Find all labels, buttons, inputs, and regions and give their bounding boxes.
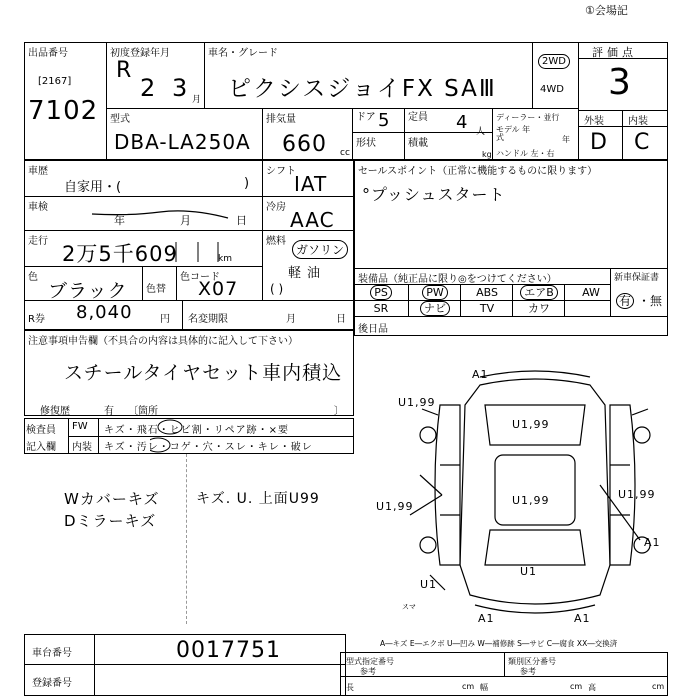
displacement-unit: cc	[340, 148, 350, 158]
shift-label: シフト	[266, 166, 296, 177]
model-year-label: モデル 年式	[496, 125, 531, 142]
shift-value: IAT	[294, 172, 328, 196]
capacity-value: 4	[456, 112, 469, 133]
checks-label-1: 検査員	[26, 425, 56, 436]
inspection-day: 日	[236, 214, 247, 227]
checks-label-2: 記入欄	[26, 442, 56, 453]
aircon-value: AAC	[290, 208, 335, 232]
mark-hood: U1,99	[512, 418, 550, 431]
registration-month-unit: 月	[192, 95, 202, 105]
displacement-label: 排気量	[266, 114, 296, 125]
mileage-unit: km	[218, 254, 232, 264]
capacity-unit: 人	[476, 127, 486, 137]
name-change-day: 日	[336, 314, 346, 325]
registration-year: 2	[140, 74, 157, 102]
check-circles	[150, 418, 190, 454]
lot-sub-code: [2167]	[38, 76, 72, 87]
plate-label: 登録番号	[32, 678, 72, 689]
recycle-value: 8,040	[76, 302, 133, 323]
name-change-month: 月	[286, 314, 296, 325]
mark-left-side: U1,99	[376, 500, 414, 513]
repair-close: 〕	[334, 406, 344, 417]
mark-right-rear: A1	[644, 536, 661, 549]
drive-2wd: 2WD	[538, 56, 570, 67]
footer-type-label: 型式指定番号	[346, 657, 394, 666]
notes-value: スチールタイヤセット車内積込	[64, 362, 343, 384]
capacity-label: 定員	[408, 112, 428, 123]
color-code-label: 色コード	[180, 272, 220, 283]
mark-rear-bumper: U1	[420, 578, 438, 591]
car-name-label: 車名・グレード	[208, 48, 278, 59]
lot-number: 7102	[28, 96, 99, 126]
fuel-other: 軽油	[288, 266, 327, 281]
note-w-cover: Wカバーキズ	[64, 490, 160, 508]
sales-points-label: セールスポイント（正常に機能するものに限ります）	[358, 166, 598, 177]
corner-mark: ①会場記	[585, 4, 628, 17]
fuel-brackets: ( )	[270, 282, 284, 296]
doors-label: ドア	[356, 112, 376, 123]
diagram-small-label: スマ	[402, 603, 416, 611]
color-change-label: 色替	[146, 284, 166, 295]
mileage-value: 2万5千609	[62, 242, 178, 266]
history-label: 車歴	[28, 166, 48, 177]
history-close: )	[244, 176, 250, 191]
fuel-label: 燃料	[266, 236, 286, 247]
equipment-label: 装備品（純正品に限り◎をつけてください）	[358, 274, 557, 285]
registration-era: R	[116, 58, 133, 83]
footer-height: 高	[588, 683, 596, 692]
inspection-month: 月	[180, 214, 191, 227]
model-year-unit: 年	[562, 135, 570, 144]
fuel-selected: ガソリン	[292, 240, 348, 259]
loading-label: 積載	[408, 138, 428, 149]
checks-row2-items: キズ・汚レ・コゲ・穴・スレ・キレ・破レ	[104, 442, 313, 453]
mark-rear-left: A1	[478, 612, 495, 625]
note-scratch: キズ. U. 上面U99	[196, 491, 320, 507]
legend: A―キズ E―エクボ U―凹み W―補修跡 S―サビ C―腐食 XX―交換済	[380, 639, 618, 648]
footer-length: 長	[346, 683, 354, 692]
drive-4wd: 4WD	[540, 84, 564, 95]
footer-type-ref: 参考	[360, 667, 376, 676]
registration-label: 初度登録年月	[110, 48, 170, 59]
repair-label: 修復歴	[40, 406, 70, 417]
sales-points-value: °プッシュスタート	[362, 185, 506, 204]
footer-width-unit: cm	[570, 682, 583, 691]
equipment-item-row2-2: TV	[479, 302, 495, 315]
footer-height-unit: cm	[652, 682, 665, 691]
divider	[186, 454, 187, 624]
aircon-label: 冷房	[266, 202, 286, 213]
color-label: 色	[28, 272, 38, 283]
shape-label: 形状	[356, 138, 376, 149]
car-name-value: ピクシスジョイFX SAⅢ	[228, 76, 497, 102]
interior-label: 内装	[628, 116, 648, 127]
mark-roof: U1,99	[512, 494, 550, 507]
equipment-item-row2-1: ナビ	[410, 301, 460, 316]
inspection-label: 車検	[28, 202, 48, 213]
mark-rear-right: A1	[574, 612, 591, 625]
exterior-value: D	[590, 130, 608, 155]
warranty-have: 有	[616, 292, 634, 309]
history-value: 自家用・(	[64, 180, 122, 195]
chassis-value: 0017751	[176, 638, 281, 663]
name-change-label: 名変期限	[188, 314, 228, 325]
checks-row1-items: キズ・飛石・ヒビ割・リペア跡・×要	[104, 425, 289, 436]
mark-rear: U1	[520, 565, 538, 578]
handle-label: ハンドル 左・右	[496, 149, 555, 158]
recycle-unit: 円	[160, 314, 170, 325]
equipment-item-row1-2: ABS	[476, 286, 498, 299]
warranty-label: 新車保証書	[614, 273, 660, 283]
after-delivery-label: 後日品	[358, 324, 388, 335]
notes-label: 注意事項申告欄（不具合の内容は具体的に記入して下さい）	[28, 336, 298, 347]
mileage-label: 走行	[28, 236, 48, 247]
equipment-item-row1-1: PW	[410, 285, 460, 300]
interior-value: C	[634, 130, 651, 155]
equipment-item-row1-0: PS	[356, 285, 406, 300]
footer-class-ref: 参考	[520, 667, 536, 676]
repair-location: 〔箇所	[128, 406, 158, 417]
mark-front: A1	[472, 368, 489, 381]
footer-length-unit: cm	[462, 682, 475, 691]
equipment-item-row2-3: カワ	[528, 302, 550, 315]
registration-month: 3	[172, 74, 189, 102]
doors-value: 5	[378, 110, 391, 131]
equipment-item-row1-3: エアB	[514, 285, 564, 300]
color-value: ブラック	[48, 280, 128, 302]
mark-left-mirror: U1,99	[398, 396, 436, 409]
inspection-year: 年	[114, 214, 125, 227]
footer-class-label: 類別区分番号	[508, 657, 556, 666]
footer-width: 幅	[480, 683, 488, 692]
mileage-digit-ticks	[146, 238, 236, 266]
chassis-label: 車台番号	[32, 648, 72, 659]
inspection-strike	[90, 206, 230, 226]
rating-label: 評価点	[592, 46, 637, 59]
displacement-value: 660	[282, 132, 327, 157]
equipment-item-row2-0: SR	[373, 302, 389, 315]
model-label: 型式	[110, 114, 130, 125]
checks-row1-tag: FW	[72, 421, 88, 432]
dealer-label: ディーラー・並行	[496, 113, 560, 122]
equipment-item-row1-4: AW	[582, 286, 600, 299]
exterior-label: 外装	[584, 116, 604, 127]
recycle-label: R券	[28, 314, 45, 325]
warranty-none: ・無	[638, 294, 663, 308]
repair-value: 有	[104, 406, 114, 417]
lot-label: 出品番号	[28, 48, 68, 59]
checks-row2-tag: 内装	[72, 442, 92, 453]
rating-value: 3	[608, 62, 632, 103]
model-value: DBA-LA250A	[114, 130, 251, 154]
mark-right-side: U1,99	[618, 488, 656, 501]
loading-unit: kg	[482, 150, 492, 159]
note-d-mirror: Dミラーキズ	[64, 512, 157, 530]
color-code-value: X07	[198, 278, 239, 300]
